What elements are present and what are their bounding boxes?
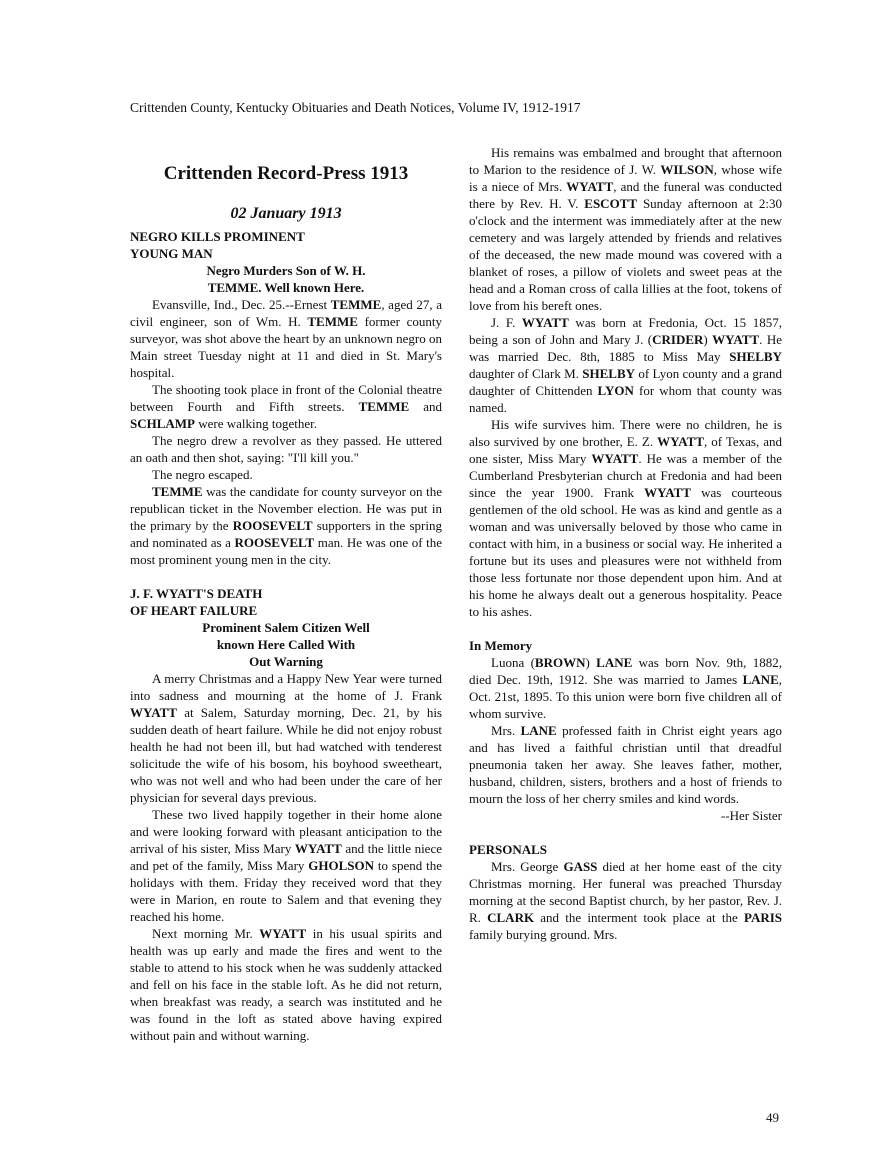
paragraph [130,806,442,925]
headline-line: YOUNG MAN [130,246,213,261]
surname: WYATT [644,485,692,500]
paragraph [130,925,442,1044]
text-run: Mrs. [491,723,521,738]
text-run: and the interment took place at the [534,910,744,925]
surname: TEMME [330,297,382,312]
surname: WYATT [294,841,342,856]
subhead-line: Out Warning [249,654,323,669]
text-run: , Oct. 21st, 1895. To this union were born five children all of whom survive. [469,672,782,721]
surname: LANE [596,655,633,670]
surname: SHELBY [729,349,782,364]
text-run: , aged 27, a civil engineer, son of Wm. H. [130,297,442,329]
surname: BROWN [534,655,586,670]
surname: WYATT [591,451,639,466]
surname: ROOSEVELT [232,518,313,533]
text-run: was courteous gentlemen of the old school. He was as kind and gentle as a woman and was universally beloved by those who came in contact with him, in a business or social way. He inherited a fortune but its uses and pleasures were not withheld from those less fortunate nor those dependent upon him. And at his home he always dealt out a generous hospitality. Peace to his ashes. [469,485,782,619]
section-gap [469,824,782,841]
text-run: died at her home east of the city Christmas morning. Her funeral was preached Thursday morning at the second Baptist church, by her pastor, Rev. J. R. [469,859,782,925]
surname: WYATT [712,332,760,347]
surname: PARIS [743,910,783,925]
text-run: . He was a member of the Cumberland Presbyterian church at Fredonia and had been since the year 1900. Frank [469,451,783,500]
surname: ROOSEVELT [234,535,315,550]
text-run: family burying ground. Mrs. [469,927,618,942]
paragraph [130,296,442,381]
surname: SCHLAMP [130,416,195,431]
text-run: were walking together. [195,416,318,431]
right-column [469,144,782,943]
text-run: supporters in the spring and nominated as a [130,518,442,550]
paragraph [130,381,442,432]
signature: --Her Sister [720,808,782,823]
text-run: Sunday afternoon at 2:30 o'clock and the interment was immediately after at the new cemetery and was largely attended by friends and relatives of the deceased, the new made mound was covered with a blanket of roses, a pillow of violets and sweet peas at the head and a Roman cross of calla lillies at the foot, tokens of love from his bereft ones. [469,196,782,313]
article-wyatt-subhead [130,619,442,670]
text-run: in his usual spirits and health was up early and made the fires and went to the stable to attend to his stock when he was suddenly attacked and fell on his face in the stable loft. As he did not return, when breakfast was ready, a search was instituted and he was found in the loft as stated above having expired without pain and without warning. [130,926,442,1043]
text-run: to spend the holidays with them. Friday they received word that they were in Marion, en route to Salem and that evening they reached his home. [130,858,442,924]
paragraph [130,483,442,568]
text-run: Evansville, Ind., Dec. 25.--Ernest [152,297,331,312]
text-run: was born Nov. 9th, 1882, died Dec. 19th, 1912. She was married to James [469,655,782,687]
headline-line: J. F. WYATT'S DEATH [130,586,263,601]
text-run: was born at Fredonia, Oct. 15 1857, being a son of John and Mary J. ( [469,315,782,347]
text-run: man. He was one of the most prominent young men in the city. [130,535,442,567]
surname: GASS [563,859,598,874]
text-run: Mrs. George [491,859,564,874]
surname: LANE [520,723,557,738]
text-run: A merry Christmas and a Happy New Year were turned into sadness and mourning at the home of J. Frank [130,671,442,703]
paragraph: The negro drew a revolver as they passed. He uttered an oath and then shot, saying: "I'll kill you." [130,433,442,465]
surname: WYATT [130,705,177,720]
headline-line: OF HEART FAILURE [130,603,258,618]
text-run: Luona ( [491,655,535,670]
text-run: of Lyon county and a grand daughter of Chittenden [469,366,782,398]
surname: WYATT [259,926,307,941]
text-run: These two lived happily together in their home alone and were looking forward with pleasant anticipation to the arrival of his sister, Miss Mary [130,807,442,856]
text-run: daughter of Clark M. [469,366,583,381]
paragraph: The negro escaped. [152,467,253,482]
text-run: , whose wife is a niece of Mrs. [469,162,783,194]
surname: WYATT [566,179,614,194]
article-wyatt-headline [130,585,442,619]
text-run: ) [703,332,713,347]
left-column [130,144,442,1044]
page-number: 49 [766,1110,779,1125]
text-run: and [409,399,442,414]
text-run: His wife survives him. There were no children, he is also survived by one brother, E. Z. [469,417,782,449]
paragraph [469,722,782,807]
text-run: at Salem, Saturday morning, Dec. 21, by his sudden death of heart failure. While he did not enjoy robust health he had not been ill, but had watched with tenderest solicitude the wife of his bosom, his boyhood sweetheart, who was not well and who had been under the care of her physician for several days previous. [130,705,442,805]
surname: CLARK [487,910,535,925]
headline-line: NEGRO KILLS PROMINENT [130,229,305,244]
paragraph [469,314,782,416]
text-run: professed faith in Christ eight years ago and has lived a faithful christian until that dreadful pneumonia taken her away. She leaves father, mother, husband, children, sisters, brothers and a host of friends to mourn the loss of her cherry smiles and kind words. [469,723,782,806]
text-run: former county surveyor, was shot above the heart by an unknown negro on Main street Tuesday night at 11 and died in St. Mary's hospital. [130,314,442,380]
text-run: ) [585,655,597,670]
text-run: Next morning Mr. [152,926,260,941]
article-in-memory-headline: In Memory [469,638,533,653]
subhead-line: Prominent Salem Citizen Well [202,620,370,635]
subhead-line: TEMME. Well known Here. [207,280,365,295]
issue-date: 02 January 1913 [230,205,342,222]
surname: CRIDER [652,332,704,347]
section-gap [469,620,782,637]
text-run: , of Texas, and one sister, Miss Mary [469,434,782,466]
text-run: J. F. [491,315,522,330]
newspaper-title: Crittenden Record-Press 1913 [163,163,409,184]
section-gap [130,568,442,585]
surname: GHOLSON [308,858,375,873]
surname: TEMME [152,484,203,499]
article-personals-headline: PERSONALS [469,842,548,857]
paragraph [469,144,782,314]
surname: LANE [742,672,779,687]
subhead-line: Negro Murders Son of W. H. [206,263,366,278]
surname: WYATT [657,434,705,449]
surname: TEMME [358,399,410,414]
surname: SHELBY [582,366,636,381]
surname: WILSON [660,162,714,177]
text-run: for whom that county was named. [469,383,782,415]
paragraph [469,858,782,943]
surname: LYON [597,383,634,398]
article-negro-kills-subhead [130,262,442,296]
text-run: and the little niece and pet of the family, Miss Mary [130,841,442,873]
paragraph [469,654,782,722]
subhead-line: known Here Called With [216,637,356,652]
article-negro-kills-headline [130,228,442,262]
surname: ESCOTT [584,196,638,211]
text-run: . He was married Dec. 8th, 1885 to Miss May [469,332,782,364]
text-run: was the candidate for county surveyor on the republican ticket in the November election. He was put in the primary by the [130,484,442,533]
surname: TEMME [307,314,358,329]
text-run: , and the funeral was conducted there by Rev. H. V. [469,179,782,211]
text-run: His remains was embalmed and brought that afternoon to Marion to the residence of J. W. [469,145,782,177]
text-run: The shooting took place in front of the Colonial theatre between Fourth and Fifth streets. [130,382,442,414]
running-head: Crittenden County, Kentucky Obituaries and Death Notices, Volume IV, 1912-1917 [130,100,581,115]
paragraph [469,416,782,620]
paragraph [130,670,442,806]
surname: WYATT [521,315,569,330]
